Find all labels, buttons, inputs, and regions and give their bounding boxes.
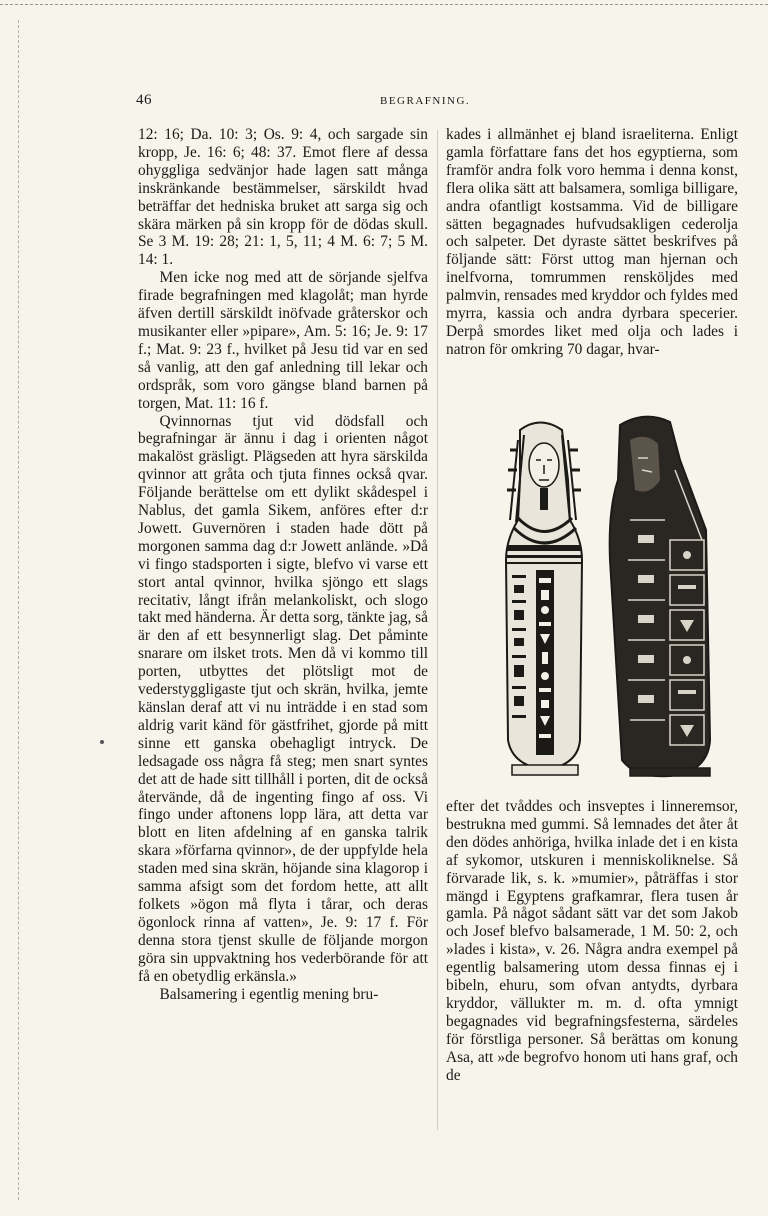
page-number: 46 (136, 92, 152, 108)
paragraph: efter det tvåddes och insveptes i linneremsor, bestrukna med gummi. Så lemnades det åter åt den dödes anhöriga, hvilka inlade det i en kista af sykomor, utskuren i menniskoliknelse. Så förvarade lik, s. k. »mumier», påträffas i stor mängd i Egyptens grafkamrar, flera tusen år gamla. På något sådant sätt var det som Jakob och Josef blefvo balsamerade, 1 M. 50: 2, och »lades i kista», v. 26. Några andra exempel på egentlig balsamering utom dessa finnas ej i bibeln, ehuru, som ofvan antydts, dyrbara kryddor, vällukter m. m. d. ofta ymnigt begagnades vid begrafningsfesterna, särdeles för förstliga personer. Så berättas om konung Asa, att »de begrofvo honom uti hans graf, och de (446, 798, 738, 1084)
print-speck (100, 740, 104, 744)
running-head: BEGRAFNING. (380, 95, 471, 107)
paragraph: kades i allmänhet ej bland israeliterna. Enligt gamla författare fans det hos egyptierna, som framför andra folk voro hemma i denna konst, flera olika sätt att balsamera, somliga billigare, andra ofantligt kostsamma. Vid de billigare sätten begagnades hufvudsakligen cederolja och salpeter. Det dyraste sättet beskrifves på följande sätt: Först uttog man hjernan och inelfvorna, tomrummen rensköljdes med palmvin, rensades med kryddor och fyldes med myrra, kassia och andra dyrbara specerier. Derpå smordes liket med olja och lades i natron för omkring 70 dagar, hvar- (446, 126, 738, 358)
column-divider (437, 130, 438, 1130)
coffin-side-view (610, 417, 710, 777)
paragraph: Men icke nog med att de sörjande sjelfva firade begrafningen med klagolåt; man hyrde äfven dertill särskildt inöfvade gråterskor och musikanter eller »pipare», Am. 5: 16; Je. 9: 17 f.; Mat. 9: 23 f., hvilket på Jesu tid var en sed så vanlig, att den gaf anledning till lekar och ordspråk, som voro gängse bland barnen på torgen, Mat. 11: 16 f. (138, 269, 428, 412)
left-column (138, 126, 428, 1003)
coffin-front-view (506, 423, 582, 776)
right-column-bottom (446, 798, 738, 1085)
page-binding-edge (18, 20, 20, 1200)
paragraph: Qvinnornas tjut vid dödsfall och begrafningar är ännu i dag i orienten något makalöst gräsligt. Plägseden att hyra särskilda qvinnor att gråta och tjuta finnes också qvar. Följande berättelse om ett dylikt skådespel i Nablus, det gamla Sikem, anföres efter d:r Jowett. Guvernören i staden hade dött på morgonen samma dag d:r Jowett anlände. »Då vi fingo stadsporten i sigte, blefvo vi varse ett stort antal qvinnor, hvilka sjöngo ett slags recitativ, långt ifrån melankoliskt, och slogo takt med händerna. Är detta sorg, tänkte jag, så är den af ett besynnerligt slag. Det påminte snarare om ilsket trots. Men då vi kommo till porten, utbyttes det plötsligt mot de vederstyggligaste tjut och skrän, hvilka, jemte känslan deraf att vi nu inträdde i en stad som aldrig varit känd för gästfrihet, gjorde på mitt sinne ett ganska obehagligt intryck. De ledsagade oss några få steg; men snart syntes det att de hade sitt tillhåll i porten, dit de också återvände, då de ingenting fingo af oss. Vi fingo under aftonens lopp lära, att detta var blott en liten afdelning af en ganska talrik skara »förfarna qvinnor», de der uppfylde hela staden med sina skrän, höjande sina klagorop i samma afsigt som det fordom hette, att allt folkets »ögon må flyta i tårar, och deras ögonlock rinna af vatten», Je. 9: 17 f. För denna stora tjenst skulle de följande morgon göra sin uppvaktning hos vederbörande för att få en obetydlig erkänsla.» (138, 412, 428, 985)
paragraph: Balsamering i egentlig mening bru- (159, 985, 379, 1003)
mummy-coffins-illustration (470, 410, 735, 790)
page-top-edge (0, 4, 768, 6)
right-column-top (446, 126, 738, 359)
paragraph: 12: 16; Da. 10: 3; Os. 9: 4, och sargade sin kropp, Je. 16: 6; 48: 37. Emot flere af dessa ohyggliga sedvänjor hade lagen satt många inskränkande bestämmelser, särskildt hvad beträffar det hedniska bruket att sarga sig och skära märken på sin kropp för de dödas skull. Se 3 M. 19: 28; 21: 1, 5, 11; 4 M. 6: 7; 5 M. 14: 1. (138, 126, 428, 269)
